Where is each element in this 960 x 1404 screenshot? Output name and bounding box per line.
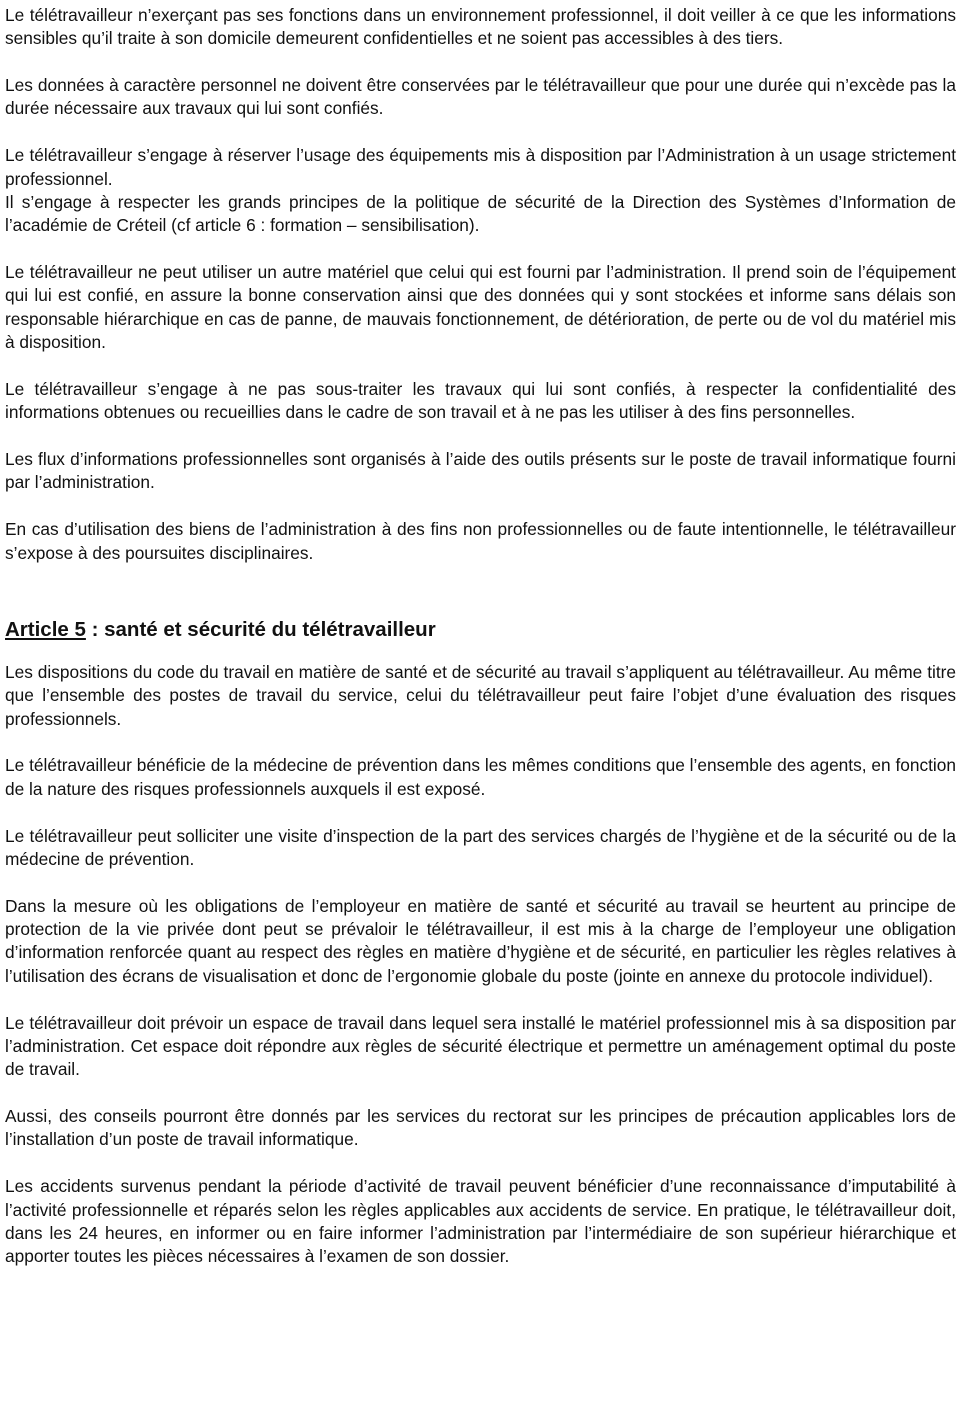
paragraph: Les flux d’informations professionnelles sont organisés à l’aide des outils présents sur le poste de travail informatique fourni par l’administration.: [5, 449, 956, 493]
paragraph: Le télétravailleur s’engage à réserver l’usage des équipements mis à disposition par l’Administration à un usage strictement professionnel.: [5, 145, 956, 189]
paragraph: Aussi, des conseils pourront être donnés par les services du rectorat sur les principes de précaution applicables lors de l’installation d’un poste de travail informatique.: [5, 1106, 956, 1150]
paragraph: En cas d’utilisation des biens de l’administration à des fins non professionnelles ou de faute intentionnelle, le télétravailleur s’expose à des poursuites disciplinaires.: [5, 519, 956, 563]
paragraph: Le télétravailleur doit prévoir un espace de travail dans lequel sera installé le matériel professionnel mis à sa disposition par l’administration. Cet espace doit répondre aux règles de sécurité électrique et permettre un aménagement optimal du poste de travail.: [5, 1012, 956, 1080]
paragraph: Le télétravailleur bénéficie de la médecine de prévention dans les mêmes conditions que l’ensemble des agents, en fonction de la nature des risques professionnels auxquels il est exposé.: [5, 755, 956, 799]
paragraph: Le télétravailleur ne peut utiliser un autre matériel que celui qui est fourni par l’administration. Il prend soin de l’équipement qui lui est confié, en assure la bonne conservation ainsi que des données qui y sont stockées et informe sans délais son responsable hiérarchique en cas de panne, de mauvais fonctionnement, de détérioration, de perte ou de vol du matériel mis à disposition.: [5, 262, 956, 353]
paragraph: Le télétravailleur peut solliciter une visite d’inspection de la part des services chargés de l’hygiène et de la sécurité ou de la médecine de prévention.: [5, 825, 956, 869]
document-page: [5, 4, 956, 1268]
article-title: : santé et sécurité du télétravailleur: [85, 617, 436, 641]
paragraph: Les accidents survenus pendant la période d’activité de travail peuvent bénéficier d’une reconnaissance d’imputabilité à l’activité professionnelle et réparés selon les règles applicables aux accidents de service. En pratique, le télétravailleur doit, dans les 24 heures, en informer ou en faire informer l’administration par l’intermédiaire de son supérieur hiérarchique et apporter toutes les pièces nécessaires à l’examen de son dossier.: [5, 1176, 956, 1267]
paragraph: Les données à caractère personnel ne doivent être conservées par le télétravailleur que pour une durée qui n’excède pas la durée nécessaire aux travaux qui lui sont confiés.: [5, 75, 956, 119]
article-number: Article 5: [5, 617, 86, 641]
paragraph: Dans la mesure où les obligations de l’employeur en matière de santé et sécurité au travail se heurtent au principe de protection de la vie privée dont peut se prévaloir le télétravailleur, il est mis à la charge de l’employeur une obligation d’information renforcée quant au respect des règles en matière d’hygiène et de sécurité, en particulier les règles relatives à l’utilisation des écrans de visualisation et donc de l’ergonomie globale du poste (jointe en annexe du protocole individuel).: [5, 895, 956, 986]
article-heading: [5, 617, 956, 643]
paragraph: Le télétravailleur n’exerçant pas ses fonctions dans un environnement professionnel, il doit veiller à ce que les informations sensibles qu’il traite à son domicile demeurent confidentielles et ne soient pas accessibles à des tiers.: [5, 5, 956, 49]
paragraph: Le télétravailleur s’engage à ne pas sous-traiter les travaux qui lui sont confiés, à respecter la confidentialité des informations obtenues ou recueillies dans le cadre de son travail et à ne pas les utiliser à des fins personnelles.: [5, 378, 956, 423]
paragraph: Il s’engage à respecter les grands principes de la politique de sécurité de la Direction des Systèmes d’Information de l’académie de Créteil (cf article 6 : formation – sensibilisation).: [5, 191, 956, 236]
paragraph: Les dispositions du code du travail en matière de santé et de sécurité au travail s’appliquent au télétravailleur. Au même titre que l’ensemble des postes de travail du service, celui du télétravailleur peut faire l’objet d’une évaluation des risques professionnels.: [5, 661, 956, 729]
